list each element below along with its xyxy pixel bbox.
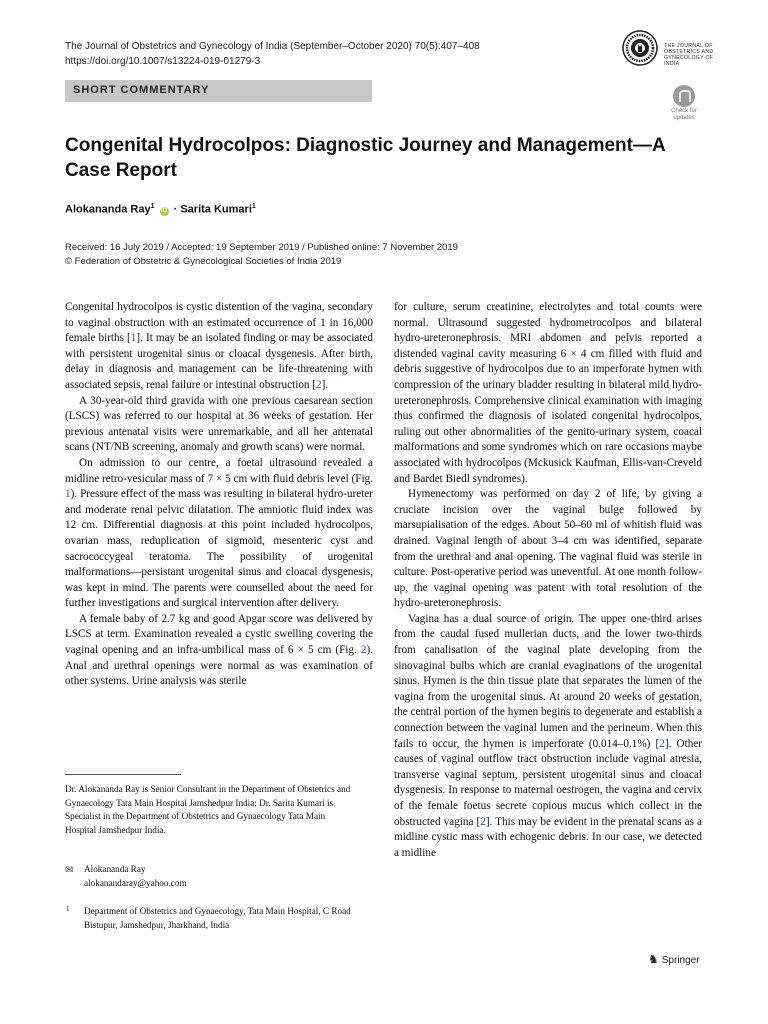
author-name[interactable]: Alokananda Ray <box>65 203 151 216</box>
paragraph: On admission to our centre, a foetal ultrasound revealed a midline retro-vesicular mass of 7 × 5 cm with fluid debris level (Fig. 1). Pressure effect of the mass was resulting in bilateral hydro-ureter and moderate renal pelvic dilatation. The amniotic fluid index was 12 cm. Differential diagnosis at this point included hydrocolpos, ovarian mass, reduplication of sigmoid, mesenteric cyst and sacrococcygeal teratoma. The possibility of urogenital malformations—persistant urogenital sinus and cloacal dysgenesis, was kept in mind. The parents were counselled about the need for further investigations and surgical intervention after delivery. <box>65 456 373 610</box>
author-list <box>65 203 256 216</box>
author-affil-sup: 1 <box>251 203 256 210</box>
publication-dates: Received: 16 July 2019 / Accepted: 19 September 2019 / Published online: 7 November 2019 <box>65 242 458 253</box>
copyright-line: © Federation of Obstetric & Gynecological Societies of India 2019 <box>65 256 342 267</box>
author-bio-footnote: Dr. Alokananda Ray is Senior Consultant in the Department of Obstetrics and Gynaecology Tata Main Hospital Jamshedpur India; Dr. Sarita Kumari is Specialist in the Department of Obstetrics and Gynaecology Tata Main Hospital Jamshedpur India. <box>65 784 351 835</box>
author-separator: · <box>170 203 181 216</box>
publisher-mark <box>648 952 700 966</box>
journal-logo <box>622 30 732 80</box>
paragraph: A 30-year-old third gravida with one previous caesarean section (LSCS) was referred to our hospital at 36 weeks of gestation. Her previous antenatal visits were unremarkable, and all her antenatal scans (NT/NB screening, anomaly and growth scans) were normal. <box>65 394 373 454</box>
body-column-left <box>65 300 373 690</box>
publisher-name: Springer <box>661 955 700 966</box>
journal-citation: The Journal of Obstetrics and Gynecology of India (September–October 2020) 70(5):407–408 <box>65 41 480 52</box>
corresponding-author <box>84 863 354 890</box>
check-for-updates-button[interactable] <box>664 85 704 125</box>
paragraph: Congenital hydrocolpos is cystic distention of the vagina, secondary to vaginal obstruction with an estimated occurrence of 1 in 16,000 female births [1]. It may be an isolated finding or may be associated with persistent urogenital sinus or cloacal dysgenesis. After birth, delay in diagnosis and management can be life-threatening with associated sepsis, renal failure or intestinal obstruction [2]. <box>65 301 373 391</box>
paragraph: A female baby of 2.7 kg and good Apgar score was delivered by LSCS at term. Examination revealed a cystic swelling covering the vaginal opening and an infra-umbilical mass of 6 × 5 cm (Fig. 2). Anal and urethral openings were normal as was examination of other systems. Urine analysis was sterile <box>65 612 373 688</box>
citation-link[interactable]: 2 <box>316 378 322 391</box>
orcid-icon[interactable]: iD <box>161 207 168 214</box>
logo-text: THE JOURNAL OF OBSTETRICS AND GYNECOLOGY OF INDIA <box>664 43 714 67</box>
citation-link[interactable]: 2 <box>480 815 486 828</box>
author-name[interactable]: Sarita Kumari <box>180 203 252 216</box>
article-title: Congenital Hydrocolpos: Diagnostic Journey and Management—A Case Report <box>65 135 665 181</box>
journal-seal-icon <box>622 30 658 66</box>
doi-link[interactable]: https://doi.org/10.1007/s13224-019-01279-3 <box>65 56 261 67</box>
springer-horse-icon: ♞ <box>648 952 659 966</box>
envelope-icon: ✉ <box>65 865 74 876</box>
check-updates-label: Check for updates <box>671 108 697 121</box>
citation-link[interactable]: 1 <box>130 332 137 345</box>
paragraph: Vagina has a dual source of origin. The upper one-third arises from the caudal fused mullerian ducts, and the lower two-thirds from canalisation of the vaginal plate developing from the sinovaginal bulbs which are cranial evaginations of the urogenital sinus. Hymen is the thin tissue plate that separates the lumen of the vagina from the urogenital sinus. At around 20 weeks of gestation, the central portion of the hymen begins to degenerate and establish a connection between the vaginal lumen and the perineum. When this fails to occur, the hymen is imperforate (0.014–0.1%) [2]. Other causes of vaginal outflow tract obstruction include vaginal atresia, transverse vaginal septum, persistent urogenital sinus and cloacal dysgenesis. In response to maternal oestrogen, the vagina and cervix of the female foetus secrete copious mucus which collect in the obstructed vagina [2]. This may be evident in the prenatal scans as a midline cystic mass with echogenic debris. In our case, we detected a midline <box>394 612 702 859</box>
author-affil-sup: 1 <box>150 203 155 210</box>
figure-link[interactable]: 1 <box>65 488 71 501</box>
contact-email[interactable]: alokanandaray@yahoo.com <box>84 877 187 888</box>
check-updates-icon <box>673 85 695 107</box>
section-label: SHORT COMMENTARY <box>73 84 210 96</box>
figure-link[interactable]: 2 <box>360 644 367 657</box>
affiliation-number: 1 <box>66 905 70 913</box>
footnote-divider <box>65 774 181 775</box>
citation-link[interactable]: 2 <box>659 737 665 750</box>
body-column-right <box>394 300 702 861</box>
paragraph-continued: for culture, serum creatinine, electrolytes and total counts were normal. Ultrasound suggested hydrometrocolpos and bilateral hydro-ureteronephrosis. MRI abdomen and pelvis reported a distended vaginal cavity measuring 6 × 4 cm filled with fluid and debris suggestive of hydrocolpos due to an imperforate hymen with compression of the urinary bladder resulting in bilateral mild hydro-ureteronephrosis. Comprehensive clinical examination with imaging thus confirmed the diagnosis of isolated congenital hydrocolpos, ruling out other abnormalities of the genito-urinary system, coacal malformations and some syndromes which on rare occasions maybe associated with hydrocolpos (Mckusick Kaufman, Ellis-van-Creveld and Bardet Biedl syndromes). <box>394 301 702 485</box>
affiliation-footnote: Department of Obstetrics and Gynaecology, Tata Main Hospital, C Road Bistupur, Jamshedpur, Jharkhand, India <box>84 906 351 930</box>
paragraph: Hymenectomy was performed on day 2 of life, by giving a cruciate incision over the vaginal bulge followed by marsupialisation of the edges. About 50–60 ml of whitish fluid was drained. Vaginal length of about 3–4 cm was identified, separate from the urethral and anal opening. The vaginal fluid was sterile in culture. Post-operative period was uneventful. At one month follow-up, the vaginal opening was patent with total resolution of the hydro-ureteronephrosis. <box>394 488 702 610</box>
section-banner <box>65 80 372 102</box>
contact-name: Alokananda Ray <box>84 864 146 874</box>
